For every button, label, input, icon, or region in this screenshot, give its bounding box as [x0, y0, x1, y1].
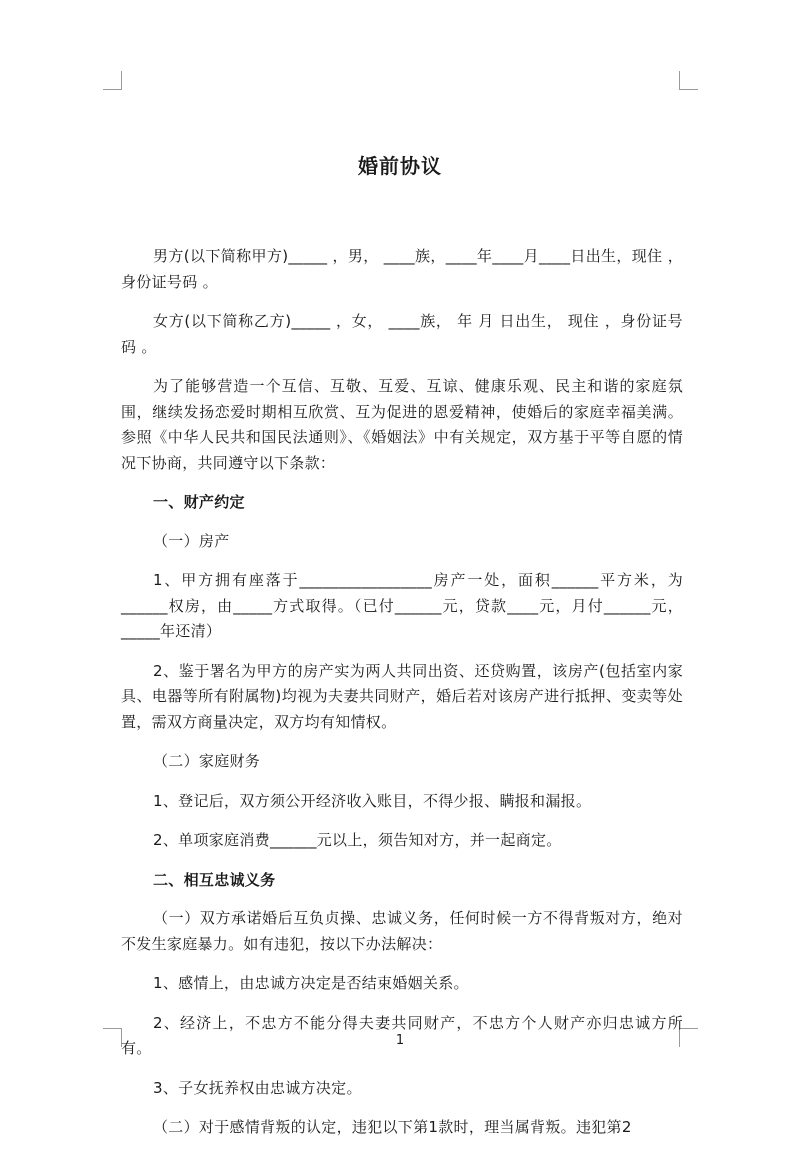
subsection-finance: （二）家庭财务 [153, 752, 261, 770]
section-heading-property: 一、财产约定 [153, 493, 245, 511]
document-body [121, 244, 683, 1155]
party-b-info: 女方(以下简称乙方)_____ ，女， ____族， 年 月 日出生， 现住 ，身份证号码 。 [121, 312, 683, 356]
document-title: 婚前协议 [358, 154, 442, 178]
subsection-house: （一）房产 [153, 531, 230, 550]
party-a-info: 男方(以下简称甲方)_____ ，男， ____族，____年____月____日出生，现住 ，身份证号码 。 [121, 247, 683, 291]
clause-house-1: 1、甲方拥有座落于_________________房产一处，面积______平方米，为______权房，由_____方式取得。（已付______元，贷款____元，月付______元，_____年还清） [121, 571, 683, 640]
clause-loyalty-2: 2、经济上，不忠方不能分得夫妻共同财产，不忠方个人财产亦归忠诚方所有。 [121, 1013, 683, 1057]
clause-house-2: 2、鉴于署名为甲方的房产实为两人共同出资、还贷购置，该房产(包括室内家具、电器等所有附属物)均视为夫妻共同财产，婚后若对该房产进行抵押、变卖等处置，需双方商量决定，双方均有知情权。 [121, 661, 683, 731]
page-number: 1 [395, 1033, 405, 1048]
crop-mark-top-right [679, 71, 698, 90]
clause-betrayal-definition: （二）对于感情背叛的认定，违犯以下第1款时，理当属背叛。违犯第2 [153, 1118, 632, 1136]
clause-loyalty-1: 1、感情上，由忠诚方决定是否结束婚姻关系。 [153, 974, 469, 992]
clause-finance-1: 1、登记后，双方须公开经济收入账目，不得少报、瞒报和漏报。 [153, 791, 592, 810]
clause-loyalty-3: 3、子女抚养权由忠诚方决定。 [153, 1078, 362, 1097]
preamble: 为了能够营造一个互信、互敬、互爱、互谅、健康乐观、民主和谐的家庭氛围，继续发扬恋爱时期相互欣赏、互为促进的恩爱精神，使婚后的家庭幸福美满。参照《中华人民共和国民法通则》、《婚姻法》中有关规定，双方基于平等自愿的情况下协商，共同遵守以下条款： [121, 377, 683, 472]
clause-finance-2: 2、单项家庭消费______元以上，须告知对方，并一起商定。 [153, 831, 562, 849]
section-heading-loyalty: 二、相互忠诚义务 [153, 870, 276, 889]
crop-mark-top-left [103, 71, 122, 90]
clause-loyalty-intro: （一）双方承诺婚后互负贞操、忠诚义务，任何时候一方不得背叛对方，绝对不发生家庭暴力。如有违犯，按以下办法解决： [121, 909, 683, 953]
